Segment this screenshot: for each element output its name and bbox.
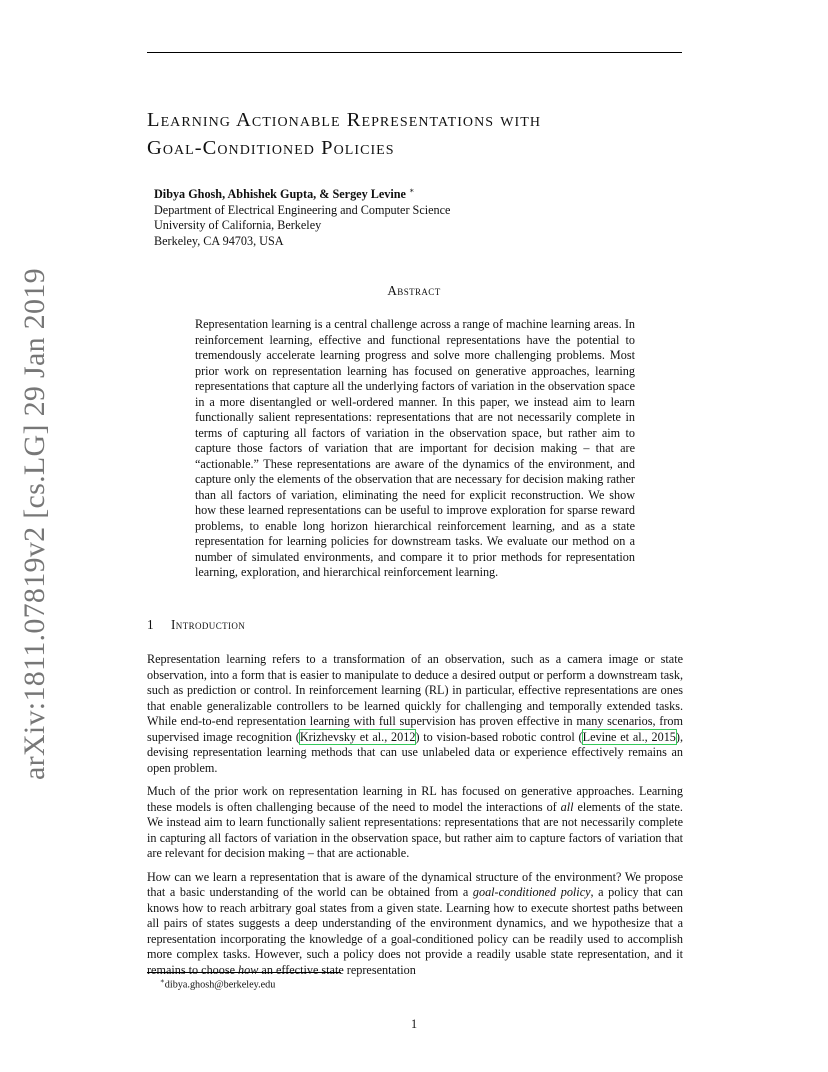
abstract-heading: Abstract (387, 283, 441, 298)
author-names: Dibya Ghosh, Abhishek Gupta, & Sergey Levine (154, 187, 406, 202)
title-line-2: Goal-Conditioned Policies (147, 137, 395, 159)
section-title: Introduction (171, 617, 246, 632)
intro-paragraph-2 (147, 784, 683, 862)
author-footnote-marker[interactable]: ∗ (408, 186, 415, 195)
paragraph-text: , a policy that can knows how to reach arbitrary goal states from a given state. Learning how to execute shortest paths between all pairs of states suggests a deep understanding of the environment dynamics, and we hypothesize that a representation incorporating the knowledge of a goal-conditioned policy can be readily used to accomplish more complex tasks. However, such a policy does not provide a readily usable state representation, and it remains to choose (147, 885, 684, 977)
paragraph-text: Representation learning refers to a transformation of an observation, such as a camera image or state observation, into a form that is easier to manipulate to deduce a desired output or perform a downstream task, such as prediction or control. In reinforcement learning (RL) in particular, effective representations are ones that enable generalizable controllers to be learned quickly for challenging and temporally extended tasks. While end-to-end representation learning with full supervision has proven effective in many scenarios, from supervised image recognition ( (147, 652, 683, 744)
section-number: 1 (147, 617, 154, 632)
paragraph-text: Much of the prior work on representation learning in RL has focused on generative approaches. Learning these models is often challenging because of the need to model the interactions of (147, 784, 683, 814)
emphasis-text: goal-conditioned policy (472, 885, 591, 899)
section-heading-introduction (147, 617, 245, 633)
paragraph-text: elements of the state. We instead aim to learn functionally salient representations: representations that are not necessarily complete in capturing all factors of variation in the observation space, but rather aim to capture factors of variation that are relevant for decision making – that are actionable. (147, 799, 683, 860)
paragraph-text: How can we learn a representation that is aware of the dynamical structure of the environment? We propose that a basic understanding of the world can be obtained from a (147, 869, 683, 899)
author-university: University of California, Berkeley (154, 218, 322, 233)
paper-title (147, 106, 687, 162)
paragraph-text: ), devising representation learning methods that can use unlabeled data or experience effectively remains an open problem. (147, 729, 683, 775)
footnote-marker: ∗ (160, 977, 165, 985)
footnote (160, 977, 275, 990)
emphasis-text: how (238, 962, 259, 977)
arxiv-identifier-stamp: arXiv:1811.07819v2 [cs.LG] 29 Jan 2019 (18, 268, 51, 780)
intro-paragraph-3 (147, 870, 683, 979)
emphasis-text: all (560, 799, 574, 814)
citation-link-levine[interactable]: Levine et al., 2015 (582, 729, 676, 744)
author-department: Department of Electrical Engineering and Computer Science (154, 202, 451, 217)
page-number: 1 (410, 1017, 418, 1031)
author-address: Berkeley, CA 94703, USA (154, 233, 284, 248)
paragraph-text: an effective state representation (258, 962, 416, 977)
introduction-body (147, 652, 683, 986)
top-rule (147, 52, 682, 53)
intro-paragraph-1 (147, 652, 683, 776)
abstract-text: Representation learning is a central challenge across a range of machine learning areas. In reinforcement learning, effective and functional representations have the potential to tremendously accelerate learning progress and solve more challenging problems. Most prior work on representation learning has focused on generative approaches, learning representations that capture all the underlying factors of variation in the observation space in a more disentangled or well-ordered manner. In this paper, we instead aim to learn functionally salient representations: representations that are not necessarily complete in terms of capturing all factors of variation in the observation space, but rather aim to capture those factors of variation that are important for decision making – that are “actionable.” These representations are aware of the dynamics of the environment, and capture only the elements of the observation that are necessary for decision making rather than all factors of variation, eliminating the need for explicit reconstruction. We show how these learned representations can be useful to improve exploration for sparse reward problems, to enable long horizon hierarchical reinforcement learning, and as a state representation for learning policies for downstream tasks. We evaluate our method on a number of simulated environments, and compare it to prior methods for representation learning, exploration, and hierarchical reinforcement learning. (195, 317, 635, 579)
citation-link-krizhevsky[interactable]: Krizhevsky et al., 2012 (299, 729, 416, 744)
author-block (154, 183, 450, 249)
paragraph-text: ) to vision-based robotic control ( (415, 729, 583, 744)
footnote-rule (147, 972, 341, 973)
footnote-email: dibya.ghosh@berkeley.edu (164, 979, 276, 991)
title-line-1: Learning Actionable Representations with (147, 109, 541, 131)
